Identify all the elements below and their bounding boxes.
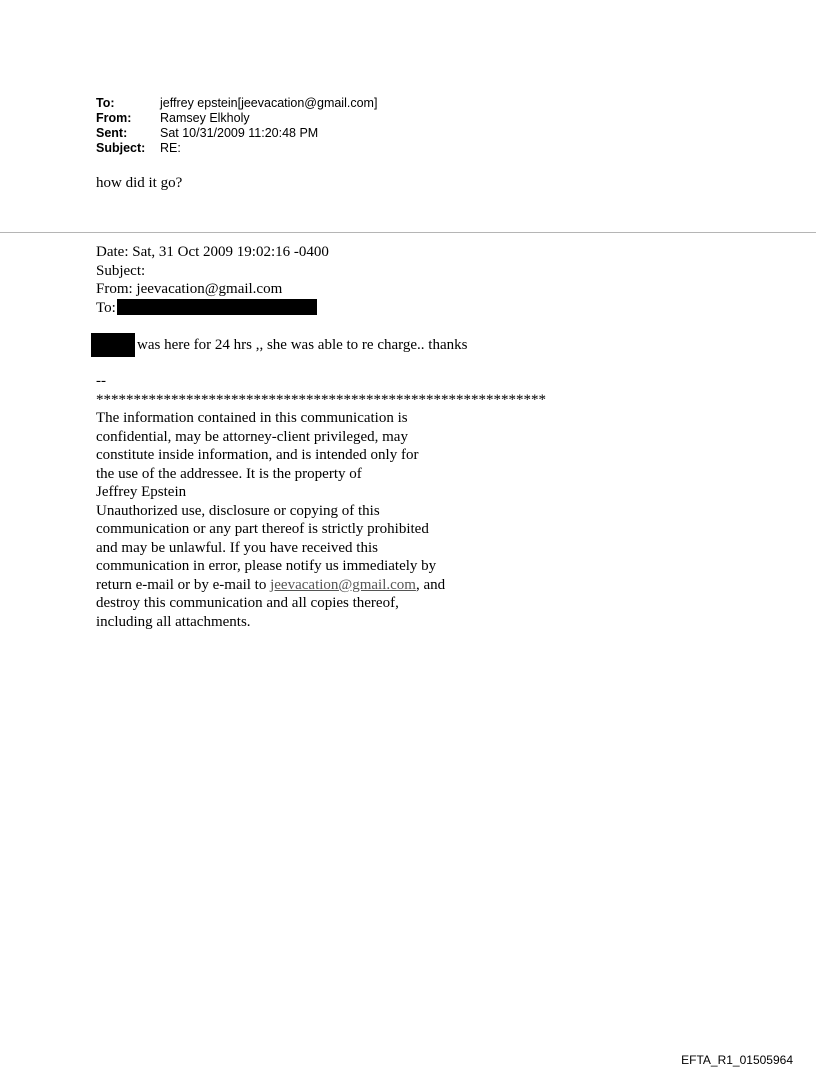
reply-body: how did it go? [96, 175, 183, 191]
quoted-message [91, 333, 467, 357]
disclaimer-line: Jeffrey Epstein [96, 484, 187, 500]
quoted-from: From: jeevacation@gmail.com [96, 281, 283, 297]
quoted-to-label: To: [96, 299, 116, 316]
quoted-message-text: was here for 24 hrs ,, she was able to re charge.. thanks [137, 337, 468, 353]
redaction-bar [91, 333, 135, 357]
from-value: Ramsey Elkholy [160, 111, 250, 125]
from-row [96, 111, 377, 126]
disclaimer-line: destroy this communication and all copies thereof, [96, 595, 399, 611]
signature-stars: ************************************************************ [96, 391, 546, 408]
return-suffix: , and [415, 576, 446, 593]
disclaimer-line: communication or any part thereof is strictly prohibited [96, 521, 429, 537]
sent-row [96, 126, 377, 141]
from-label: From: [96, 111, 132, 125]
quoted-to-row [96, 299, 329, 318]
signature-block [96, 372, 546, 631]
signature-dashes: -- [96, 373, 106, 389]
disclaimer-line: and may be unlawful. If you have received this [96, 539, 378, 556]
disclaimer-line: confidential, may be attorney-client privileged, may [96, 428, 408, 445]
email-link[interactable]: jeevacation@gmail.com [270, 576, 416, 593]
subject-value: RE: [160, 141, 181, 155]
email-header [96, 96, 377, 156]
sent-label: Sent: [96, 126, 128, 140]
disclaimer-line: the use of the addressee. It is the property of [96, 465, 362, 482]
quoted-header [96, 243, 329, 317]
quoted-subject: Subject: [96, 262, 146, 279]
subject-label: Subject: [96, 141, 146, 155]
quoted-date: Date: Sat, 31 Oct 2009 19:02:16 -0400 [96, 244, 329, 260]
document-id: EFTA_R1_01505964 [681, 1053, 793, 1067]
disclaimer-line: constitute inside information, and is intended only for [96, 447, 419, 463]
disclaimer-line: The information contained in this communication is [96, 410, 408, 426]
redaction-bar [117, 299, 317, 315]
to-value: jeffrey epstein[jeevacation@gmail.com] [160, 96, 378, 110]
divider [0, 232, 816, 233]
return-prefix: return e-mail or by e-mail to [96, 576, 271, 593]
disclaimer-line: Unauthorized use, disclosure or copying of this [96, 502, 380, 519]
disclaimer-line: including all attachments. [96, 613, 251, 630]
to-label: To: [96, 96, 115, 110]
disclaimer-return-line [96, 576, 546, 595]
to-row [96, 96, 377, 111]
subject-row [96, 141, 377, 156]
sent-value: Sat 10/31/2009 11:20:48 PM [160, 126, 319, 140]
disclaimer-line: communication in error, please notify us immediately by [96, 558, 437, 574]
